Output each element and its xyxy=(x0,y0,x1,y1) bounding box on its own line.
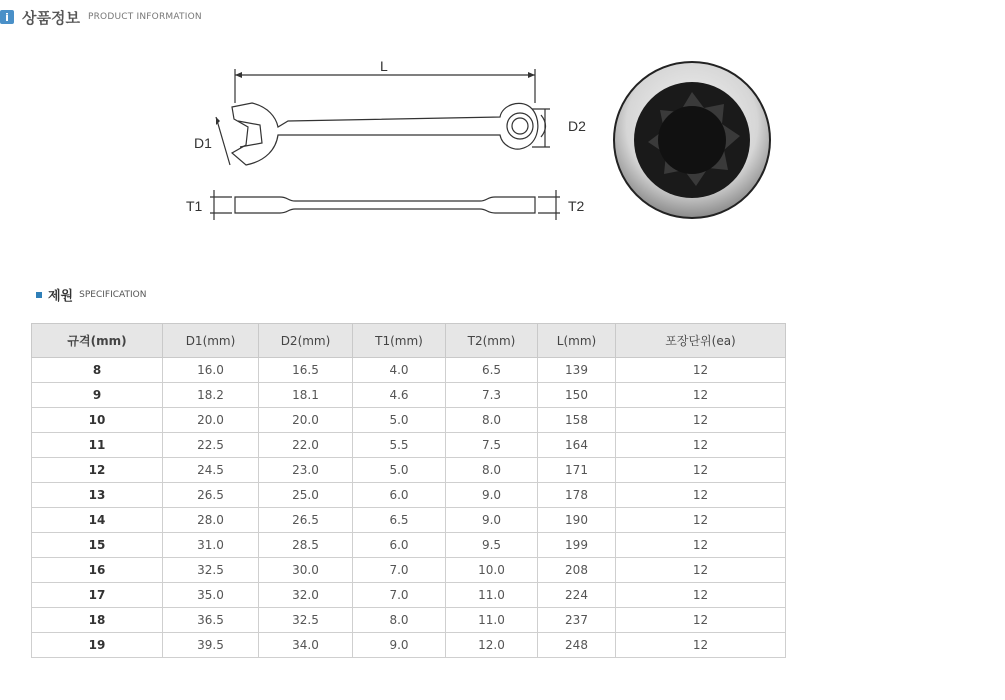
label-T2: T2 xyxy=(568,198,585,214)
size-cell: 14 xyxy=(32,508,163,533)
table-row xyxy=(32,633,786,658)
value-cell: 171 xyxy=(538,458,616,483)
value-cell: 12 xyxy=(616,458,786,483)
value-cell: 20.0 xyxy=(259,408,353,433)
value-cell: 190 xyxy=(538,508,616,533)
value-cell: 35.0 xyxy=(163,583,259,608)
value-cell: 9.0 xyxy=(446,508,538,533)
value-cell: 32.0 xyxy=(259,583,353,608)
value-cell: 12 xyxy=(616,358,786,383)
value-cell: 32.5 xyxy=(259,608,353,633)
value-cell: 9.5 xyxy=(446,533,538,558)
spec-section-header xyxy=(36,285,146,304)
value-cell: 16.5 xyxy=(259,358,353,383)
value-cell: 8.0 xyxy=(353,608,446,633)
value-cell: 8.0 xyxy=(446,458,538,483)
size-cell: 11 xyxy=(32,433,163,458)
value-cell: 6.0 xyxy=(353,483,446,508)
value-cell: 178 xyxy=(538,483,616,508)
value-cell: 31.0 xyxy=(163,533,259,558)
socket-end-image xyxy=(610,60,775,220)
value-cell: 12 xyxy=(616,508,786,533)
value-cell: 199 xyxy=(538,533,616,558)
size-cell: 17 xyxy=(32,583,163,608)
value-cell: 8.0 xyxy=(446,408,538,433)
value-cell: 23.0 xyxy=(259,458,353,483)
table-row xyxy=(32,608,786,633)
table-row xyxy=(32,508,786,533)
value-cell: 18.1 xyxy=(259,383,353,408)
col-header: 포장단위(ea) xyxy=(616,324,786,358)
size-cell: 18 xyxy=(32,608,163,633)
label-D1: D1 xyxy=(194,135,212,151)
value-cell: 7.0 xyxy=(353,558,446,583)
col-header: T2(mm) xyxy=(446,324,538,358)
value-cell: 16.0 xyxy=(163,358,259,383)
value-cell: 22.0 xyxy=(259,433,353,458)
value-cell: 224 xyxy=(538,583,616,608)
value-cell: 4.6 xyxy=(353,383,446,408)
value-cell: 5.0 xyxy=(353,408,446,433)
value-cell: 158 xyxy=(538,408,616,433)
product-info-subtitle: PRODUCT INFORMATION xyxy=(87,12,202,22)
value-cell: 30.0 xyxy=(259,558,353,583)
value-cell: 39.5 xyxy=(163,633,259,658)
table-row xyxy=(32,583,786,608)
col-header: T1(mm) xyxy=(353,324,446,358)
square-bullet-icon xyxy=(36,292,42,298)
value-cell: 32.5 xyxy=(163,558,259,583)
col-header: D2(mm) xyxy=(259,324,353,358)
value-cell: 12 xyxy=(616,633,786,658)
label-T1: T1 xyxy=(186,198,203,214)
spec-title: 제원 xyxy=(48,289,74,304)
product-info-title: 상품정보 xyxy=(22,8,80,27)
spec-subtitle: SPECIFICATION xyxy=(79,289,147,300)
table-row xyxy=(32,383,786,408)
value-cell: 5.5 xyxy=(353,433,446,458)
size-cell: 19 xyxy=(32,633,163,658)
col-header: D1(mm) xyxy=(163,324,259,358)
value-cell: 12 xyxy=(616,583,786,608)
value-cell: 25.0 xyxy=(259,483,353,508)
value-cell: 6.5 xyxy=(446,358,538,383)
value-cell: 20.0 xyxy=(163,408,259,433)
value-cell: 34.0 xyxy=(259,633,353,658)
size-cell: 12 xyxy=(32,458,163,483)
col-header: L(mm) xyxy=(538,324,616,358)
table-row xyxy=(32,458,786,483)
value-cell: 9.0 xyxy=(446,483,538,508)
value-cell: 6.5 xyxy=(353,508,446,533)
value-cell: 12 xyxy=(616,408,786,433)
value-cell: 237 xyxy=(538,608,616,633)
value-cell: 4.0 xyxy=(353,358,446,383)
value-cell: 11.0 xyxy=(446,608,538,633)
col-header: 규격(mm) xyxy=(32,324,163,358)
value-cell: 26.5 xyxy=(259,508,353,533)
size-cell: 9 xyxy=(32,383,163,408)
table-row xyxy=(32,483,786,508)
value-cell: 12 xyxy=(616,608,786,633)
value-cell: 164 xyxy=(538,433,616,458)
value-cell: 22.5 xyxy=(163,433,259,458)
info-icon: i xyxy=(0,10,14,24)
size-cell: 16 xyxy=(32,558,163,583)
value-cell: 208 xyxy=(538,558,616,583)
value-cell: 18.2 xyxy=(163,383,259,408)
wrench-dimension-diagram xyxy=(180,55,600,230)
table-row xyxy=(32,558,786,583)
value-cell: 12 xyxy=(616,533,786,558)
table-row xyxy=(32,358,786,383)
value-cell: 6.0 xyxy=(353,533,446,558)
product-info-header xyxy=(0,6,202,28)
size-cell: 13 xyxy=(32,483,163,508)
value-cell: 12 xyxy=(616,433,786,458)
value-cell: 28.5 xyxy=(259,533,353,558)
value-cell: 12 xyxy=(616,483,786,508)
value-cell: 12 xyxy=(616,383,786,408)
value-cell: 36.5 xyxy=(163,608,259,633)
value-cell: 10.0 xyxy=(446,558,538,583)
size-cell: 10 xyxy=(32,408,163,433)
table-row xyxy=(32,433,786,458)
value-cell: 12 xyxy=(616,558,786,583)
value-cell: 9.0 xyxy=(353,633,446,658)
size-cell: 15 xyxy=(32,533,163,558)
spec-table xyxy=(31,323,786,658)
value-cell: 28.0 xyxy=(163,508,259,533)
value-cell: 150 xyxy=(538,383,616,408)
value-cell: 5.0 xyxy=(353,458,446,483)
label-D2: D2 xyxy=(568,118,586,134)
value-cell: 7.3 xyxy=(446,383,538,408)
label-L: L xyxy=(380,58,388,74)
value-cell: 139 xyxy=(538,358,616,383)
table-row xyxy=(32,408,786,433)
value-cell: 24.5 xyxy=(163,458,259,483)
size-cell: 8 xyxy=(32,358,163,383)
spec-header-row xyxy=(32,324,786,358)
value-cell: 12.0 xyxy=(446,633,538,658)
table-row xyxy=(32,533,786,558)
value-cell: 26.5 xyxy=(163,483,259,508)
value-cell: 7.0 xyxy=(353,583,446,608)
value-cell: 7.5 xyxy=(446,433,538,458)
value-cell: 11.0 xyxy=(446,583,538,608)
value-cell: 248 xyxy=(538,633,616,658)
